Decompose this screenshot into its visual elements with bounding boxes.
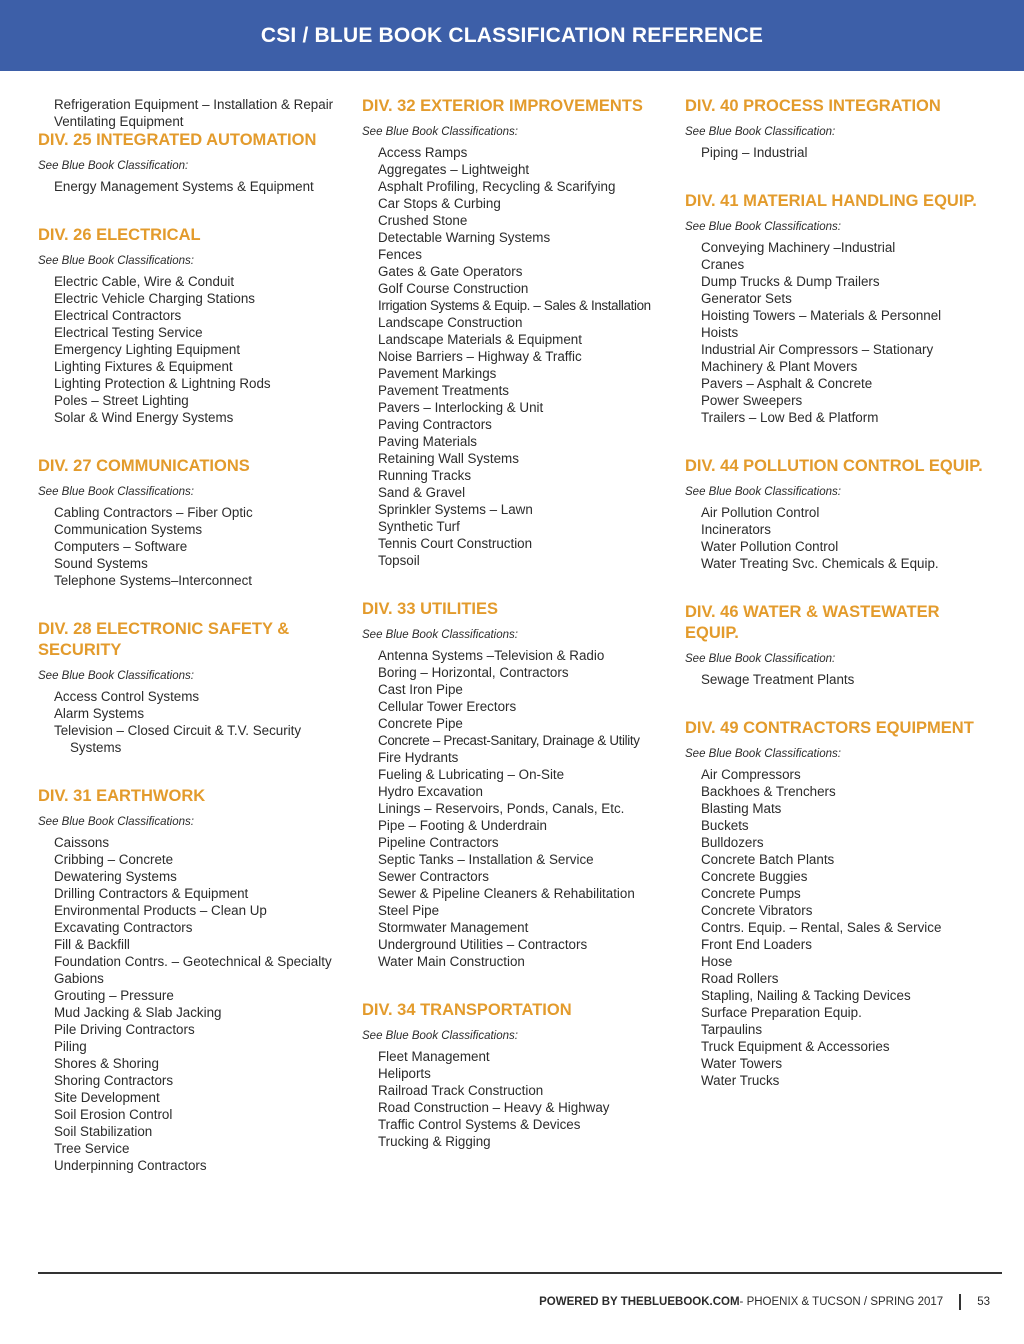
list-item: Cranes	[701, 257, 745, 272]
footer-separator	[959, 1294, 961, 1310]
list-item: Antenna Systems –Television & Radio	[378, 648, 605, 663]
classification-list	[362, 1048, 674, 1150]
list-item: Synthetic Turf	[378, 519, 460, 534]
list-item: Pavement Markings	[378, 366, 497, 381]
list-item: Hoisting Towers – Materials & Personnel	[701, 308, 942, 323]
classification-list	[685, 144, 995, 161]
classification-list	[38, 273, 348, 426]
list-item: Paving Contractors	[378, 417, 492, 432]
list-item: Concrete Pipe	[378, 716, 463, 731]
classification-list	[38, 178, 348, 195]
list-item: Fleet Management	[378, 1049, 490, 1064]
list-item: Landscape Materials & Equipment	[378, 332, 582, 347]
list-item: Boring – Horizontal, Contractors	[378, 665, 569, 680]
division-heading: DIV. 28 ELECTRONIC SAFETY & SECURITY	[38, 620, 290, 659]
list-item: Gabions	[54, 971, 104, 986]
classification-list	[38, 688, 348, 756]
list-item: Foundation Contrs. – Geotechnical & Specialty	[54, 954, 332, 969]
list-item: Power Sweepers	[701, 393, 803, 408]
list-item: Machinery & Plant Movers	[701, 359, 858, 374]
list-item: Electric Cable, Wire & Conduit	[54, 274, 235, 289]
list-item: Television – Closed Circuit & T.V. Security Systems	[54, 723, 302, 755]
list-item: Sewage Treatment Plants	[701, 672, 855, 687]
list-item: Poles – Street Lighting	[54, 393, 189, 408]
see-classifications-label: See Blue Book Classifications:	[38, 255, 194, 267]
list-item: Noise Barriers – Highway & Traffic	[378, 349, 582, 364]
list-item: Road Rollers	[701, 971, 779, 986]
division-section	[685, 718, 995, 1089]
list-item: Trailers – Low Bed & Platform	[701, 410, 879, 425]
list-item: Stapling, Nailing & Tacking Devices	[701, 988, 911, 1003]
list-item: Cabling Contractors – Fiber Optic	[54, 505, 253, 520]
list-item: Landscape Construction	[378, 315, 523, 330]
list-item: Aggregates – Lightweight	[378, 162, 530, 177]
list-item: Air Compressors	[701, 767, 801, 782]
list-item: Underpinning Contractors	[54, 1158, 207, 1173]
list-item: Mud Jacking & Slab Jacking	[54, 1005, 222, 1020]
division-heading: DIV. 41 MATERIAL HANDLING EQUIP.	[685, 192, 977, 210]
list-item: Concrete Pumps	[701, 886, 801, 901]
list-item: Backhoes & Trenchers	[701, 784, 836, 799]
list-item: Concrete Buggies	[701, 869, 808, 884]
list-item: Irrigation Systems & Equip. – Sales & Installation	[378, 298, 651, 313]
list-item: Asphalt Profiling, Recycling & Scarifying	[378, 179, 616, 194]
list-item: Access Ramps	[378, 145, 468, 160]
division-section	[38, 456, 348, 589]
list-item: Pavers – Asphalt & Concrete	[701, 376, 873, 391]
division-section	[362, 599, 674, 970]
division-section	[38, 619, 348, 756]
list-item: Computers – Software	[54, 539, 188, 554]
list-item: Dump Trucks & Dump Trailers	[701, 274, 880, 289]
list-item: Gates & Gate Operators	[378, 264, 523, 279]
division-heading: DIV. 32 EXTERIOR IMPROVEMENTS	[362, 97, 643, 115]
list-item: Water Trucks	[701, 1073, 780, 1088]
list-item: Access Control Systems	[54, 689, 200, 704]
division-heading: DIV. 25 INTEGRATED AUTOMATION	[38, 131, 317, 149]
division-heading: DIV. 49 CONTRACTORS EQUIPMENT	[685, 719, 974, 737]
list-item: Generator Sets	[701, 291, 792, 306]
list-item: Sewer & Pipeline Cleaners & Rehabilitation	[378, 886, 635, 901]
division-section	[685, 191, 995, 426]
list-item: Pavers – Interlocking & Unit	[378, 400, 544, 415]
list-item: Surface Preparation Equip.	[701, 1005, 862, 1020]
list-item: Pile Driving Contractors	[54, 1022, 195, 1037]
list-item: Septic Tanks – Installation & Service	[378, 852, 594, 867]
division-heading: DIV. 34 TRANSPORTATION	[362, 1001, 572, 1019]
list-item: Water Treating Svc. Chemicals & Equip.	[701, 556, 939, 571]
continued-list	[38, 96, 348, 130]
page-number: 53	[977, 1296, 990, 1308]
list-item: Buckets	[701, 818, 749, 833]
list-item: Environmental Products – Clean Up	[54, 903, 267, 918]
see-classifications-label: See Blue Book Classifications:	[362, 126, 518, 138]
list-item: Tennis Court Construction	[378, 536, 533, 551]
list-item: Pavement Treatments	[378, 383, 509, 398]
classification-list	[38, 504, 348, 589]
see-classifications-label: See Blue Book Classifications:	[685, 748, 841, 760]
list-item: Solar & Wind Energy Systems	[54, 410, 234, 425]
footer-edition: - PHOENIX & TUCSON / SPRING 2017	[739, 1296, 944, 1308]
list-item: Air Pollution Control	[701, 505, 820, 520]
see-classifications-label: See Blue Book Classifications:	[685, 221, 841, 233]
list-item: Conveying Machinery –Industrial	[701, 240, 896, 255]
list-item: Soil Erosion Control	[54, 1107, 173, 1122]
list-item: Electric Vehicle Charging Stations	[54, 291, 255, 306]
list-item: Refrigeration Equipment – Installation & Repair	[54, 97, 334, 112]
division-section	[362, 1000, 674, 1150]
list-item: Underground Utilities – Contractors	[378, 937, 588, 952]
list-item: Lighting Fixtures & Equipment	[54, 359, 233, 374]
list-item: Retaining Wall Systems	[378, 451, 519, 466]
list-item: Detectable Warning Systems	[378, 230, 551, 245]
list-item: Sand & Gravel	[378, 485, 466, 500]
list-item: Traffic Control Systems & Devices	[378, 1117, 581, 1132]
list-item: Concrete Batch Plants	[701, 852, 835, 867]
list-item: Running Tracks	[378, 468, 472, 483]
list-item: Cribbing – Concrete	[54, 852, 174, 867]
division-heading: DIV. 31 EARTHWORK	[38, 787, 206, 805]
classification-list	[685, 504, 995, 572]
list-item: Fueling & Lubricating – On-Site	[378, 767, 565, 782]
division-section	[685, 456, 995, 572]
see-classifications-label: See Blue Book Classifications:	[38, 816, 194, 828]
list-item: Caissons	[54, 835, 110, 850]
classification-list	[685, 671, 995, 688]
list-item: Linings – Reservoirs, Ponds, Canals, Etc.	[378, 801, 625, 816]
division-section	[685, 602, 995, 688]
list-item: Water Towers	[701, 1056, 783, 1071]
list-item: Contrs. Equip. – Rental, Sales & Service	[701, 920, 942, 935]
list-item: Hydro Excavation	[378, 784, 483, 799]
list-item: Piping – Industrial	[701, 145, 808, 160]
list-item: Bulldozers	[701, 835, 764, 850]
see-classifications-label: See Blue Book Classifications:	[362, 1030, 518, 1042]
classification-list	[685, 239, 995, 426]
division-section	[38, 225, 348, 426]
list-item: Site Development	[54, 1090, 160, 1105]
list-item: Railroad Track Construction	[378, 1083, 544, 1098]
list-item: Electrical Testing Service	[54, 325, 203, 340]
list-item: Blasting Mats	[701, 801, 782, 816]
see-classifications-label: See Blue Book Classifications:	[362, 629, 518, 641]
list-item: Tarpaulins	[701, 1022, 763, 1037]
list-item: Soil Stabilization	[54, 1124, 153, 1139]
list-item: Shoring Contractors	[54, 1073, 174, 1088]
classification-list	[685, 766, 995, 1089]
list-item: Emergency Lighting Equipment	[54, 342, 241, 357]
list-item: Water Pollution Control	[701, 539, 839, 554]
see-classifications-label: See Blue Book Classification:	[685, 653, 836, 665]
list-item: Car Stops & Curbing	[378, 196, 501, 211]
division-heading: DIV. 44 POLLUTION CONTROL EQUIP.	[685, 457, 983, 475]
list-item: Grouting – Pressure	[54, 988, 174, 1003]
list-item: Crushed Stone	[378, 213, 468, 228]
see-classifications-label: See Blue Book Classification:	[685, 126, 836, 138]
list-item: Stormwater Management	[378, 920, 529, 935]
list-item: Cellular Tower Erectors	[378, 699, 517, 714]
see-classifications-label: See Blue Book Classifications:	[38, 670, 194, 682]
list-item: Fire Hydrants	[378, 750, 459, 765]
list-item: Concrete – Precast-Sanitary, Drainage & Utility	[378, 733, 640, 748]
list-item: Tree Service	[54, 1141, 130, 1156]
list-item: Topsoil	[378, 553, 420, 568]
see-classifications-label: See Blue Book Classifications:	[685, 486, 841, 498]
column-1	[38, 96, 348, 1204]
list-item: Ventilating Equipment	[54, 114, 184, 129]
list-item: Fill & Backfill	[54, 937, 130, 952]
list-item: Hoists	[701, 325, 739, 340]
list-item: Road Construction – Heavy & Highway	[378, 1100, 610, 1115]
column-2	[362, 96, 674, 1180]
list-item: Fences	[378, 247, 422, 262]
division-section	[685, 96, 995, 161]
list-item: Truck Equipment & Accessories	[701, 1039, 890, 1054]
list-item: Sprinkler Systems – Lawn	[378, 502, 533, 517]
classification-list	[362, 144, 674, 569]
list-item: Alarm Systems	[54, 706, 145, 721]
footer-divider	[38, 1272, 1002, 1274]
list-item: Pipeline Contractors	[378, 835, 499, 850]
division-heading: DIV. 33 UTILITIES	[362, 600, 499, 618]
division-heading: DIV. 27 COMMUNICATIONS	[38, 457, 250, 475]
page-title: CSI / BLUE BOOK CLASSIFICATION REFERENCE	[260, 24, 764, 47]
division-heading: DIV. 40 PROCESS INTEGRATION	[685, 97, 941, 115]
division-section	[38, 786, 348, 1174]
column-3	[685, 96, 995, 1119]
list-item: Energy Management Systems & Equipment	[54, 179, 314, 194]
list-item: Paving Materials	[378, 434, 477, 449]
division-heading: DIV. 26 ELECTRICAL	[38, 226, 201, 244]
division-section	[38, 130, 348, 195]
list-item: Golf Course Construction	[378, 281, 529, 296]
list-item: Drilling Contractors & Equipment	[54, 886, 249, 901]
list-item: Steel Pipe	[378, 903, 440, 918]
classification-list	[362, 647, 674, 970]
list-item: Sound Systems	[54, 556, 148, 571]
list-item: Front End Loaders	[701, 937, 812, 952]
header-banner	[0, 0, 1024, 71]
see-classifications-label: See Blue Book Classifications:	[38, 486, 194, 498]
list-item: Industrial Air Compressors – Stationary	[701, 342, 934, 357]
list-item: Excavating Contractors	[54, 920, 193, 935]
footer-brand: POWERED BY THEBLUEBOOK.COM	[539, 1296, 740, 1308]
list-item: Pipe – Footing & Underdrain	[378, 818, 547, 833]
list-item: Piling	[54, 1039, 87, 1054]
list-item: Cast Iron Pipe	[378, 682, 463, 697]
list-item: Communication Systems	[54, 522, 203, 537]
list-item: Incinerators	[701, 522, 771, 537]
list-item: Lighting Protection & Lightning Rods	[54, 376, 271, 391]
list-item: Dewatering Systems	[54, 869, 177, 884]
list-item: Hose	[701, 954, 733, 969]
list-item: Electrical Contractors	[54, 308, 182, 323]
division-section	[362, 96, 674, 569]
list-item: Sewer Contractors	[378, 869, 489, 884]
classification-list	[38, 834, 348, 1174]
list-item: Heliports	[378, 1066, 431, 1081]
list-item: Trucking & Rigging	[378, 1134, 491, 1149]
division-heading: DIV. 46 WATER & WASTEWATER EQUIP.	[685, 603, 940, 642]
list-item: Concrete Vibrators	[701, 903, 813, 918]
see-classifications-label: See Blue Book Classification:	[38, 160, 189, 172]
footer	[539, 1294, 990, 1310]
list-item: Telephone Systems–Interconnect	[54, 573, 253, 588]
list-item: Shores & Shoring	[54, 1056, 159, 1071]
list-item: Water Main Construction	[378, 954, 525, 969]
